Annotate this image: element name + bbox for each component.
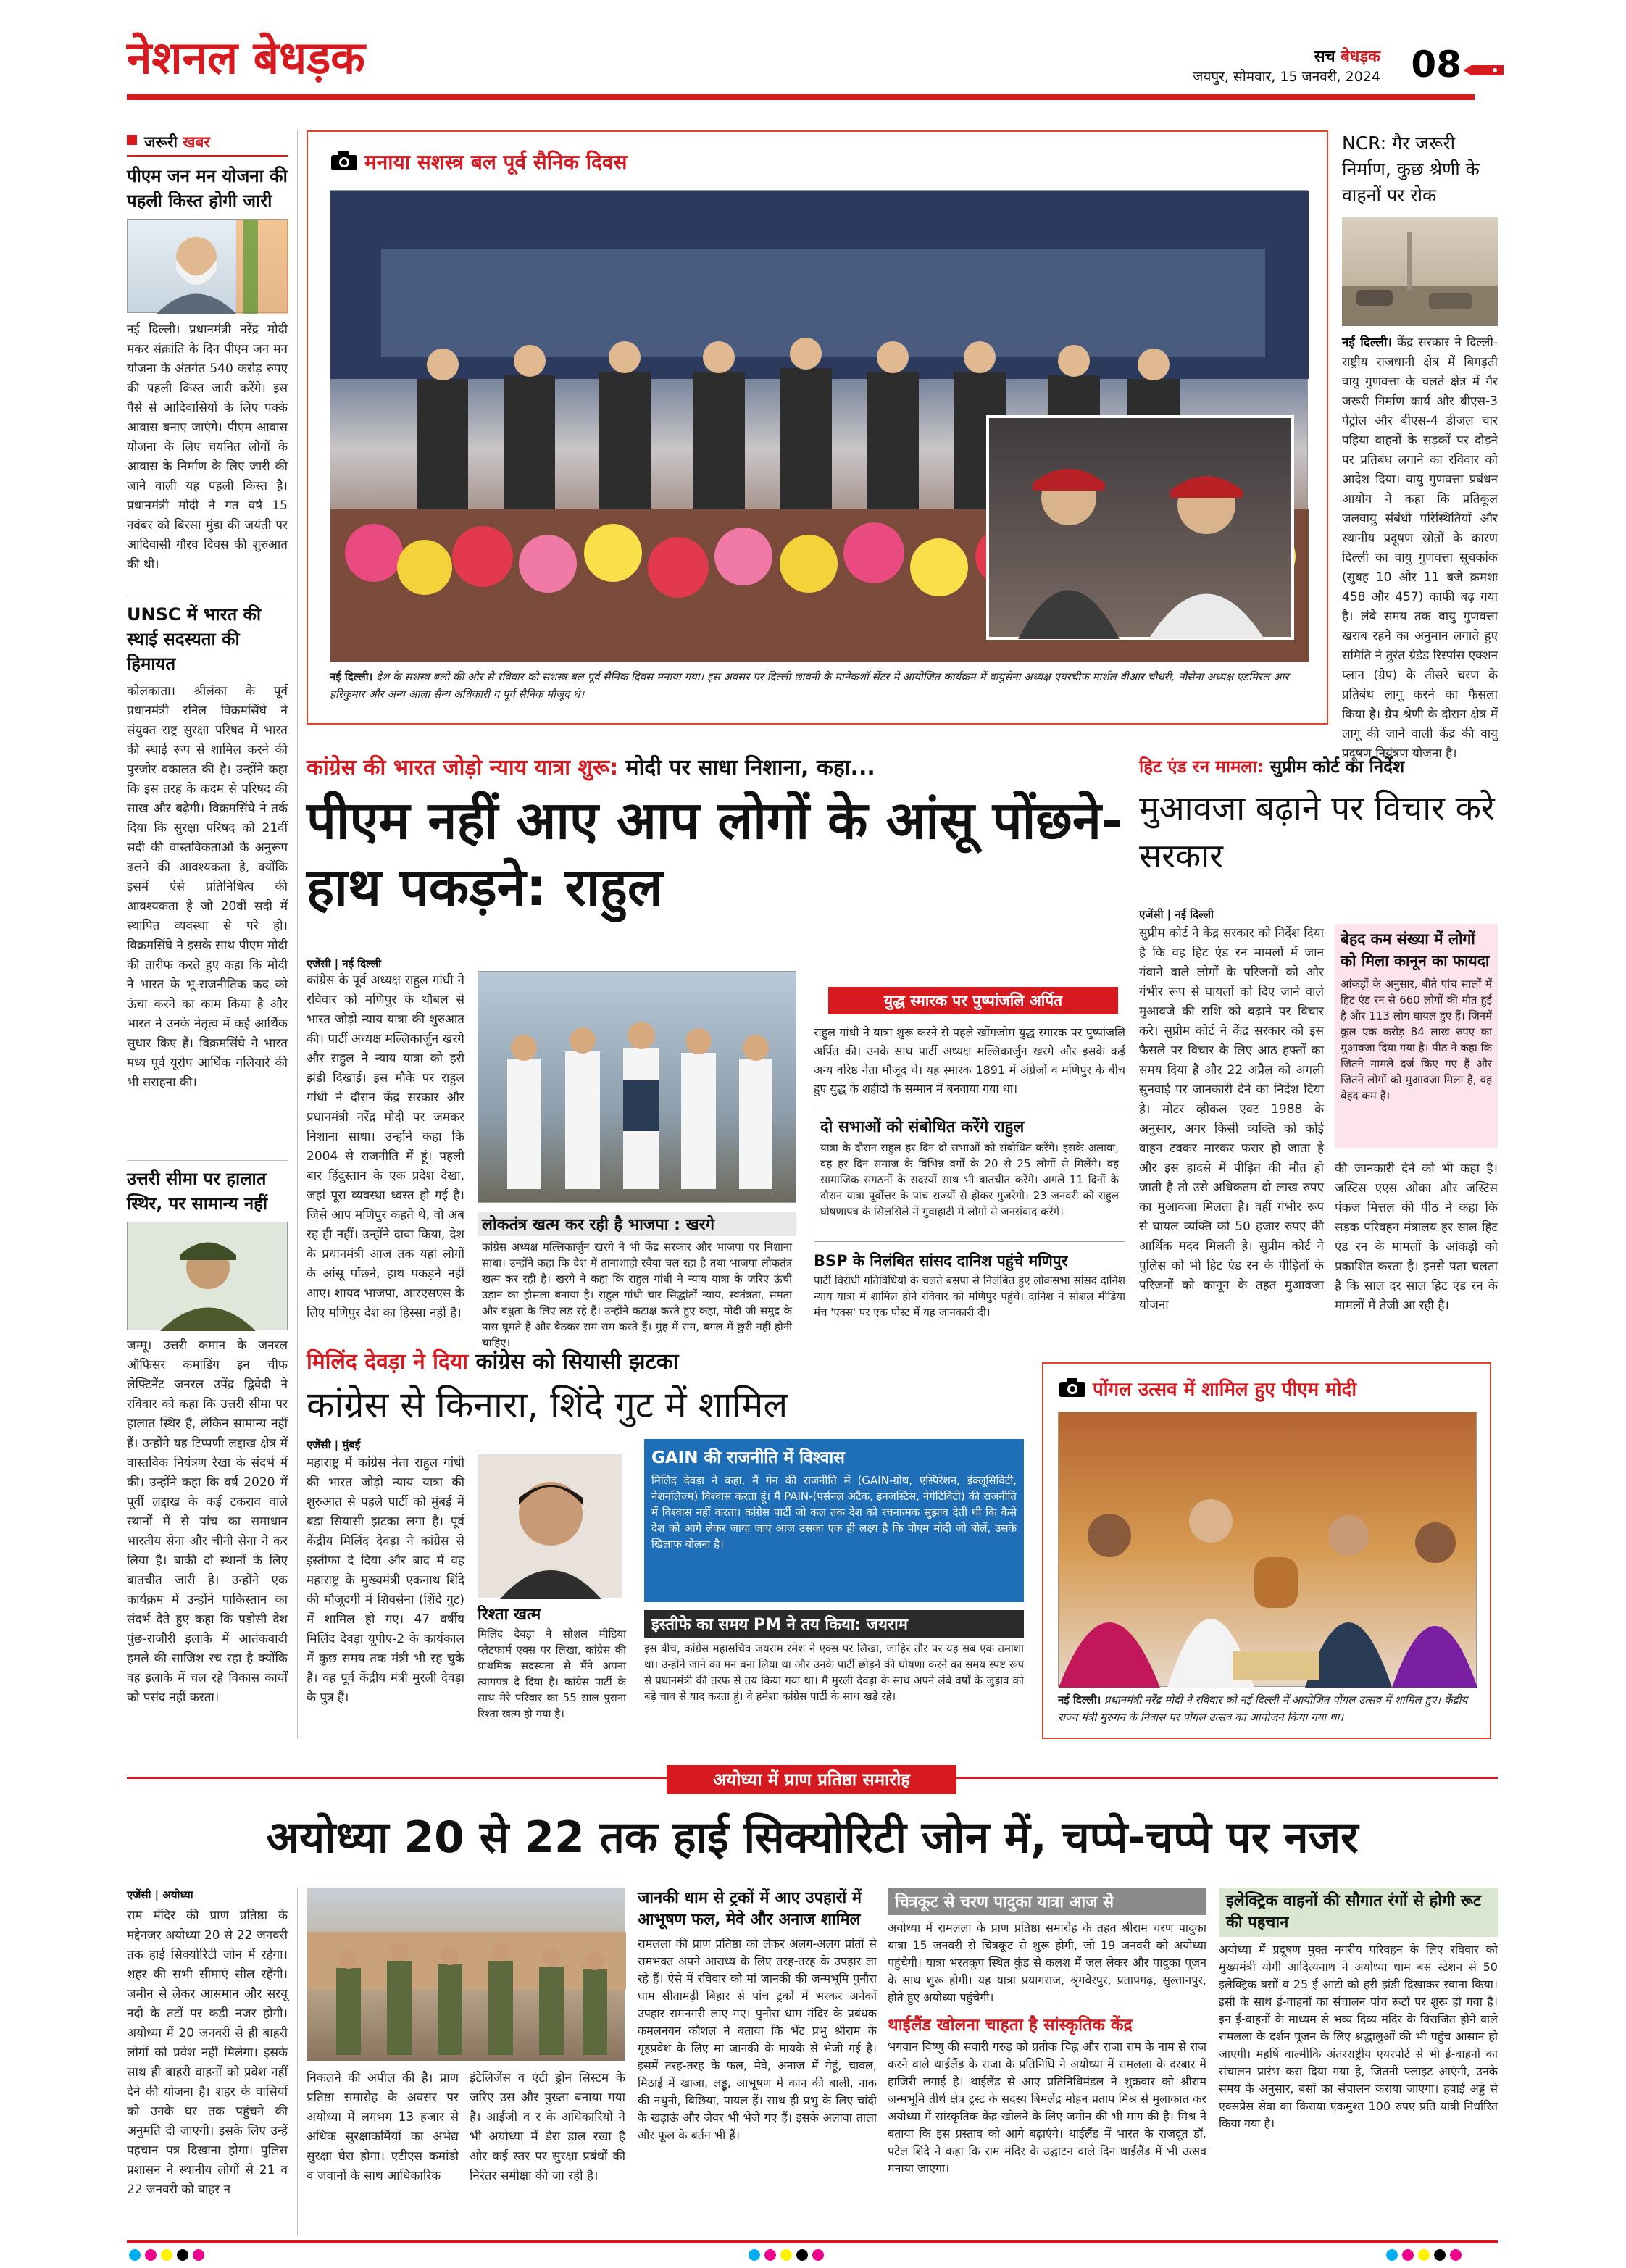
tagline: सच बेधड़क <box>1314 48 1380 66</box>
chitrakoot-story <box>888 1888 1206 2228</box>
sc-stat-body: आंकड़ों के अनुसार, बीते पांच सालों में हिट एंड रन से 660 लोगों की मौत हुई है और 113 लोग घायल हुए हैं। जिनमें कुल एक करोड़ 84 लाख रुपए का मुआवजा दिया गया है। पीठ ने कहा कि जितने मामले दर्ज किए गए हैं और जितने लोगों को मुआवजा मिला है, वह बेहद कम हैं। <box>1341 977 1492 1102</box>
gain-body: मिलिंद देवड़ा ने कहा, मैं गेन की राजनीति में (GAIN-ग्रोथ, एस्पिरेशन, इंक्लूसिविटी, नेशनलिज्म) विश्वास करता हूं। मैं PAIN-(पर्सनल अटैक, इनजस्टिस, नेगेटिविटी) की राजनीति में विश्वास नहीं करता। कांग्रेस पार्टी जो कल तक देश को रचनात्मक सुझाव देती थी कि कैसे देश को आगे लेकर जाया जाए आज उसका एक ही लक्ष्य है कि पीएम मोदी जो बोलें, उसके खिलाफ बोलना है। <box>651 1474 1017 1551</box>
security-forces-scene <box>307 1888 626 2062</box>
gain-head: GAIN की राजनीति में विश्वास <box>651 1448 845 1467</box>
ayodhya-body-3: इंटेलिजेंस व एंटी ड्रोन सिस्टम के जरिए उस और पुख्ता बनाया गया है। आईजी व र के अधिकारियों ने भी अयोध्या में डेरा डाल रखा है और कई स्तर पर सुरक्षा प्रबंधों की निरंतर समीक्षा की जा रही है। <box>470 2071 625 2183</box>
milind-dateline: एजेंसी | मुंबई <box>307 1438 361 1451</box>
footer-rule <box>127 2240 1498 2243</box>
veterans-day-photo-box <box>307 130 1328 725</box>
yatra-crowd-scene <box>478 972 797 1204</box>
rahul-kicker: कांग्रेस की भारत जोड़ो न्याय यात्रा शुरू: मोदी पर साधा निशाना, कहा... <box>307 755 875 780</box>
pongal-main-photo <box>1058 1412 1477 1687</box>
pen-icon <box>1463 64 1504 77</box>
modi-photo <box>127 219 288 313</box>
veterans-main-photo <box>330 190 1308 661</box>
two-rallies-body: यात्रा के दौरान राहुल हर दिन दो सभाओं को संबोधित करेंगे। इसके अलावा, वह हर दिन समाज के विभिन्न वर्गों के 20 से 25 लोगों से मिलेंगे। वह सामाजिक संगठनों के सदस्यों साथ भी बातचीत करेंगे। अगले 11 दिनों के दौरान यात्रा पूर्वोत्तर के पांच राज्यों से होकर गुजरेगी। 23 जनवरी को राहुल घोषणापत्र के सिलसिले में गुवाहाटी में लोगों से जनसंवाद करेंगे। <box>820 1141 1119 1218</box>
war-memorial-banner: युद्ध स्मारक पर पुष्पांजलि अर्पित <box>828 987 1118 1014</box>
sc-body-2: की जानकारी देने को भी कहा है। जस्टिस एएस ओका और जस्टिस पंकज मित्तल की पीठ ने कहा कि सड़क परिवहन मंत्रालय हर साल हिट एंड रन के मामलों के आंकड़ों को प्रकाशित करता है। इनसे पता चलता है कि साल दर साल हिट एंड रन के मामलों में तेजी आ रही है। <box>1335 1162 1498 1313</box>
portrait-icon <box>128 1222 288 1331</box>
s3-headline: उत्तरी सीमा पर हालात स्थिर, पर सामान्य नहीं <box>127 1169 268 1214</box>
photo-label: मनाया सशस्त्र बल पूर्व सैनिक दिवस <box>330 148 627 177</box>
war-memorial-body: राहुल गांधी ने यात्रा शुरू करने से पहले खोंगजोम युद्ध स्मारक पर पुष्पांजलि अर्पित की। उनके साथ पार्टी अध्यक्ष मल्लिकार्जुन खरगे और इसके कई अन्य वरिष्ठ नेता मौजूद थे। यह स्मारक 1891 में अंग्रेजों व मणिपुर के बीच हुए युद्ध के शहीदों के सम्मान में बनवाया गया था। <box>814 1025 1125 1096</box>
pongal-photo-box <box>1042 1362 1491 1739</box>
milind-photo-caption: रिश्ता खत्म <box>478 1606 541 1624</box>
page-number: 08 <box>1411 43 1462 86</box>
jairam-body: इस बीच, कांग्रेस महासचिव जयराम रमेश ने एक्स पर लिखा, जाहिर तौर पर यह सब एक तमाशा था। उन्होंने जाने का मन बना लिया था और उनके पार्टी छोड़ने की घोषणा करने का समय स्पष्ट रूप से प्रधानमंत्री की तरफ से तय किया गया था। मैं मुरली देवड़ा के साथ अपने लंबे वर्षों के जुड़ाव को बड़े चाव से याद करता हूं। वे हमेशा कांग्रेस पार्टी के साथ खड़े रहे। <box>644 1642 1024 1703</box>
two-rallies-head: दो सभाओं को संबोधित करेंगे राहुल <box>820 1118 1025 1136</box>
rahul-headline: पीएम नहीं आए आप लोगों के आंसू पोंछने- हाथ पकड़ने: राहुल <box>307 790 1123 917</box>
color-registration-left <box>127 2249 207 2264</box>
sc-dateline: एजेंसी | नई दिल्ली <box>1139 908 1214 921</box>
janki-body: रामलला की प्राण प्रतिष्ठा को लेकर अलग-अलग प्रांतों से रामभक्त अपने आराध्य के लिए तरह-तरह के उपहार ला रहे हैं। ऐसे में रविवार को मां जानकी की जन्मभूमि पुनौरा धाम सीतामढ़ी बिहार से पांच ट्रकों में भरकर अनेकों उपहार रामनगरी लाए गए। पुनौरा धाम मंदिर के प्रबंधक कमलनयन कौशल ने बताया कि भेंट प्रभु श्रीराम के गृहप्रवेश के लिए मां जानकी के मायके से भेजी गई है। इसमें तरह-तरह के फल, मेवे, अनाज में गेहूं, चावल, मिठाई में खाजा, लड्डू, आभूषण में कान की बाली, नाक की नथुनी, बिछिया, पायल हैं। साथ ही प्रभु के लिए चांदी के खड़ाऊं और जेवर भी भेजे गए हैं। इसके अलावा ताला और फूल के बर्तन भी हैं। <box>638 1937 877 2142</box>
left-column <box>127 130 288 1739</box>
s1-body: नई दिल्ली। प्रधानमंत्री नरेंद्र मोदी मकर संक्रांति के दिन पीएम जन मन योजना के अंतर्गत 540 करोड़ रुपए की पहली किस्त जारी करेंगे। इस पैसे से आदिवासियों के लिए पक्के आवास बनाए जाएंगे। पीएम आवास योजना के लिए चयनित लोगों के आवास के निर्माण के लिए जारी की जाने वाली यह पहली किस्त है। प्रधानमंत्री मोदी ने गत वर्ष 15 नवंबर को बिरसा मुंडा की जयंती पर आदिवासी गौरव दिवस की शुरुआत की थी। <box>127 322 288 572</box>
general-photo <box>127 1222 288 1330</box>
bsp-head: BSP के निलंबित सांसद दानिश पहुंचे मणिपुर <box>814 1252 1068 1270</box>
veterans-caption: नई दिल्ली। देश के सशस्त्र बलों की ओर से रविवार को सशस्त्र बल पूर्व सैनिक दिवस मनाया गया। इस अवसर पर दिल्ली छावनी के मानेकशॉ सेंटर में आयोजित कार्यक्रम में वायुसेना अध्यक्ष एयरचीफ मार्शल वीआर चौधरी, नौसेना अध्यक्ष एडमिरल आर हरिकुमार और अन्य आला सैन्य अधिकारी व पूर्व सैनिक मौजूद थे। <box>330 670 1289 701</box>
section-label: जरूरी खबर <box>127 130 288 157</box>
s3-body: जम्मू। उत्तरी कमान के जनरल ऑफिसर कमांडिंग इन चीफ लेफ्टिनेंट जनरल उपेंद्र द्विवेदी ने रविवार को कहा कि उत्तरी सीमा पर हालात स्थिर हैं, लेकिन सामान्य नहीं हैं। उन्होंने यह टिप्पणी लद्दाख क्षेत्र में वास्तविक नियंत्रण रेखा के संदर्भ में की। उन्होंने कहा कि वर्ष 2020 में पूर्वी लद्दाख के कई टकराव वाले स्थानों में से पांच का समाधान भारतीय सेना और चीनी सेना ने कर लिया है। बाकी दो स्थानों के लिए बातचीत जारी है। उन्होंने एक कार्यक्रम में उन्होंने पाकिस्तान का संदर्भ देते हुए कहा कि पड़ोसी देश पुंछ-राजौरी इलाके में आतंकवादी हमले की साजिश रच रहा है क्योंकि वह इलाके में चल रहे विकास कार्यों को पसंद नहीं करता। <box>127 1338 288 1705</box>
pongal-scene <box>1059 1412 1477 1688</box>
security-photo <box>307 1888 625 2061</box>
sc-stat-box <box>1335 924 1498 1148</box>
ncr-headline: NCR: गैर जरूरी निर्माण, कुछ श्रेणी के वाहनों पर रोक <box>1342 133 1480 206</box>
janki-head: जानकी धाम से ट्रकों में आए उपहारों में आभूषण फल, मेवे और अनाज शामिल <box>638 1889 862 1929</box>
ayodhya-dateline: एजेंसी | अयोध्या <box>127 1888 193 1901</box>
color-registration-right <box>1384 2249 1464 2264</box>
ayodhya-col-1 <box>127 1888 288 2228</box>
sc-kicker: हिट एंड रन मामला: सुप्रीम कोर्ट का निर्देश <box>1139 756 1405 777</box>
masthead-rule <box>127 94 1475 100</box>
milind-body: महाराष्ट्र में कांग्रेस नेता राहुल गांधी की भारत जोड़ो न्याय यात्रा की शुरुआत से पहले पार्टी को मुंबई में बड़ा सियासी झटका लगा है। पूर्व केंद्रीय मिलिंद देवड़ा ने कांग्रेस से इस्तीफा दे दिया और बाद में वह महाराष्ट्र के मुख्यमंत्री एकनाथ शिंदे की मौजूदगी में शिवसेना (शिंदे गुट) में शामिल हो गए। 47 वर्षीय मिलिंद देवड़ा यूपीए-2 के कार्यकाल में कुछ समय तक मंत्री भी रह चुके हैं। वह पूर्व केंद्रीय मंत्री मुरली देवड़ा के पुत्र हैं। <box>307 1456 464 1705</box>
s1-headline: पीएम जन मन योजना की पहली किस्त होगी जारी <box>127 166 288 211</box>
s2-headline: UNSC में भारत की स्थाई सदस्यता की हिमायत <box>127 604 262 674</box>
rahul-body: कांग्रेस के पूर्व अध्यक्ष राहुल गांधी ने रविवार को मणिपुर के थौबल से भारत जोड़ो न्याय यात्रा की शुरुआत की। पार्टी अध्यक्ष मल्लिकार्जुन खरगे और राहुल ने न्याय यात्रा को हरी झंडी दिखाई। इस मौके पर राहुल गांधी ने दौरान केंद्र सरकार और प्रधानमंत्री नरेंद्र मोदी पर जमकर निशाना साधा। उन्होंने कहा कि 2004 से राजनीति में हूं। पहली बार हिंदुस्तान के एक प्रदेश देखा, जहां पूरा व्यवस्था ध्वस्त हो गई है। जिसे आप मणिपुर कहते थे, वो अब रह ही नहीं। उन्होंने दावा किया, देश के प्रधानमंत्री आज तक यहां लोगों के आंसू पोंछने, हाथ पकड़ने नहीं आए। शायद भाजपा, आरएसएस के लिए मणिपुर देश का हिस्सा नहीं है। <box>307 973 464 1320</box>
rahul-story <box>307 754 1125 1349</box>
dateline: जयपुर, सोमवार, 15 जनवरी, 2024 <box>1193 69 1380 85</box>
masthead <box>127 29 1504 101</box>
selfie-inset-photo <box>986 415 1294 640</box>
milind-headline: कांग्रेस से किनारा, शिंदे गुट में शामिल <box>307 1384 788 1426</box>
bsp-body: पार्टी विरोधी गतिविधियों के चलते बसपा से निलंबित हुए लोकसभा सांसद दानिश न्याय यात्रा में शामिल होने रविवार को मणिपुर पहुंचे। दानिश ने सोशल मीडिया मंच 'एक्स' पर एक पोस्ट में यह जानकारी दी। <box>814 1274 1125 1319</box>
camera-icon <box>330 150 359 177</box>
rahul-dateline: एजेंसी | नई दिल्ली <box>307 957 381 970</box>
camera-icon <box>1058 1377 1087 1404</box>
milind-story <box>307 1348 1031 1754</box>
ayodhya-body-1: राम मंदिर की प्राण प्रतिष्ठा के मद्देनजर अयोध्या 20 से 22 जनवरी तक हाई सिक्योरिटी जोन में रहेगा। शहर की सभी सीमाएं सील रहेंगी। जमीन से लेकर आसमान और सरयू नदी के तटों पर कड़ी नजर होगी। अयोध्या में 20 जनवरी से ही बाहरी लोगों को प्रवेश नहीं मिलेगा। इसके साथ ही बाहरी वाहनों को प्रवेश नहीं देने की योजना है। शहर के वासियों को उनके घर तक पहुंचने की अनुमति दी जाएगी। इसके लिए उन्हें पहचान पत्र दिखाना होगा। पुलिस प्रशासन ने स्थानीय लोगों से 21 व 22 जनवरी को बाहर न <box>127 1909 288 2197</box>
sc-stat-head: बेहद कम संख्या में लोगों को मिला कानून का फायदा <box>1341 930 1490 970</box>
sc-headline: मुआवजा बढ़ाने पर विचार करे सरकार <box>1139 788 1495 875</box>
milind-photo-text: मिलिंद देवड़ा ने सोशल मीडिया प्लेटफार्म एक्स पर लिखा, कांग्रेस की प्राथमिक सदस्यता से मैंने अपना त्यागपत्र दे दिया है। कांग्रेस पार्टी के साथ मेरे परिवार का 55 साल पुराना रिश्ता खत्म हो गया है। <box>478 1627 626 1720</box>
milind-photo <box>478 1454 622 1598</box>
kharge-head: लोकतंत्र खत्म कर रही है भाजपा : खरगे <box>478 1212 796 1236</box>
ncr-body: नई दिल्ली। केंद्र सरकार ने दिल्ली-राष्ट्रीय राजधानी क्षेत्र में बिगड़ती वायु गुणवत्ता के चलते क्षेत्र में गैर जरूरी निर्माण कार्य और बीएस-3 पेट्रोल और बीएस-4 डीजल चार पहिया वाहनों के सड़कों पर दौड़ने पर प्रतिबंध लगाने का रविवार को आदेश दिया। वायु गुणवत्ता प्रबंधन आयोग ने कहा कि प्रतिकूल जलवायु संबंधी परिस्थितियों और स्थानीय प्रदूषण स्रोतों के कारण दिल्ली का वायु गुणवत्ता सूचकांक (सुबह 10 और 11 बजे क्रमशः 458 और 457) काफी बढ़ गया है। लंबे समय तक वायु गुणवत्ता खराब रहने का अनुमान लगाते हुए समिति ने तुरंत ग्रेडेड रिस्पांस एक्शन प्लान (ग्रैप) के तीसरे चरण के प्रतिबंध लागू करने का फैसला किया है। ग्रैप श्रेणी के दौरान क्षेत्र में लागू की जाने वाली केंद्र की वायु प्रदूषण नियंत्रण योजना है। <box>1342 335 1498 761</box>
smog-scene <box>1342 217 1498 326</box>
portrait-icon <box>478 1454 623 1599</box>
s2-body: कोलकाता। श्रीलंका के पूर्व प्रधानमंत्री रनिल विक्रमसिंघे ने संयुक्त राष्ट्र सुरक्षा परिषद में भारत की स्थाई रूप से शामिल करने की पुरजोर वकालत की है। उन्होंने कहा कि इस तरह के कदम से परिषद की साख और बढ़ेगी। विक्रमसिंघे ने तर्क दिया कि सुरक्षा परिषद को 21वीं सदी की वास्तविकताओं के अनुरूप ढलने की आवश्यकता है, क्योंकि इसमें ऐसे प्रतिनिधित्व की आवश्यकता है जो 20वीं सदी में स्थापित व्यवस्था से परे हो। विक्रमसिंघे ने इसके साथ पीएम मोदी की तारीफ करते हुए कहा कि मोदी ने भारत के भू-राजनीतिक कद को ऊंचा करने का काम किया है और भारत ने उनके नेतृत्व में कई आर्थिक सुधार किए हैं। विक्रमसिंघे ने भारत मध्य पूर्व यूरोप आर्थिक गलियारे की भी सराहना की। <box>127 684 288 1090</box>
ev-head: इलेक्ट्रिक वाहनों की सौगात रंगों से होगी रूट की पहचान <box>1219 1888 1498 1937</box>
ev-body: अयोध्या में प्रदूषण मुक्त नगरीय परिवहन के लिए रविवार को मुख्यमंत्री योगी आदित्यनाथ ने अयोध्या धाम बस स्टेशन से 50 इलेक्ट्रिक बसों व 25 ई आटो को हरी झंडी दिखाकर रवाना किया। इसी के साथ ई-वाहनों का संचालन पांच रूटों पर शुरू हो गया है। इन ई-वाहनों के माध्यम से भव्य दिव्य मंदिर के विराजित होने वाले रामलला के दर्शन पूजन के लिए श्रद्धालुओं की भी पहुंच आसान हो जाएगी। महर्षि वाल्मीकि अंतरराष्ट्रीय एयरपोर्ट से भी ई-वाहनों का संचालन प्रारंभ करा दिया गया है, जितनी फ्लाइट आएंगी, उनके समय के अनुसार, बसों का संचालन कराया जाएगा। हवाई अड्डे से एक्सप्रेस सेवा का किराया एकमुश्त 100 रुपए प्रति यात्री निर्धारित किया गया है। <box>1219 1943 1498 2130</box>
portrait-icon <box>128 220 288 314</box>
kharge-inset <box>478 1212 796 1349</box>
milind-kicker: मिलिंद देवड़ा ने दिया कांग्रेस को सियासी झटका <box>307 1349 679 1375</box>
kharge-body: कांग्रेस अध्यक्ष मल्लिकार्जुन खरगे ने भी केंद्र सरकार और भाजपा पर निशाना साधा। उन्होंने कहा कि देश में तानाशाही रवैया चल रहा है तथा भाजपा लोकतंत्र खत्म कर रही है। खरगे ने कहा कि राहुल गांधी ने न्याय यात्रा के जरिए ऊंची उड़ान का हौसला बनाया है। राहुल गांधी चार सिद्धांतों न्याय, स्वतंत्रता, समता और बंधुता के लिए लड़ रहे हैं। उन्होंने कटाक्ष करते हुए कहा, मोदी जी समुद्र के पास घूमते हैं और बैठकर राम राम करते हैं। मुंह में राम, बगल में छुरी नहीं होनी चाहिए। <box>482 1241 792 1349</box>
ayodhya-banner: अयोध्या में प्राण प्रतिष्ठा समारोह <box>667 1765 956 1794</box>
gain-box <box>644 1439 1024 1602</box>
color-registration-center <box>746 2249 826 2264</box>
chitrakoot-body: अयोध्या में रामलला के प्राण प्रतिष्ठा समारोह के तहत श्रीराम चरण पादुका यात्रा 15 जनवरी से चित्रकूट से शुरू होगी, जो 19 जनवरी को अयोध्या पहुंचेगी। यात्रा भरतकूप स्थित कुंड से कलश में जल लेकर और पादुका पूजन के साथ शुरू होगी। यह यात्रा प्रयागराज, श्रृंगवेरपुर, प्रतापगढ़, सुल्तानपुर, होते हुए अयोध्या पहुंचेगी। <box>888 1921 1206 2004</box>
ev-story <box>1219 1888 1498 2228</box>
ayodhya-headline: अयोध्या 20 से 22 तक हाई सिक्योरिटी जोन में, चप्पे-चप्पे पर नजर <box>266 1812 1359 1863</box>
smog-photo <box>1342 217 1498 326</box>
jairam-head: इस्तीफे का समय PM ने तय किया: जयराम <box>644 1610 1024 1638</box>
brand-title: नेशनल बेधड़क <box>127 31 365 84</box>
pongal-label: पोंगल उत्सव में शामिल हुए पीएम मोदी <box>1058 1375 1356 1404</box>
ncr-story <box>1342 130 1498 761</box>
thailand-body: भगवान विष्णु की सवारी गरुड़ को प्रतीक चिह्न और राजा राम के नाम से राज करने वाले थाईलैंड के राजा के प्रतिनिधि ने अयोध्या में रामलला के दरबार में हाजिरी लगाई है। थाईलैंड से आए प्रतिनिधिमंडल ने शुक्रवार को श्रीराम जन्मभूमि तीर्थ क्षेत्र ट्रस्ट के सदस्य बिमलेंद्र मोहन प्रताप मिश्र से मुलाकात कर अयोध्या में सांस्कृतिक केंद्र खोलने के लिए जमीन की भी मांग की है। मिश्र ने बताया कि इस प्रस्ताव को आगे बढ़ाएंगे। थाईलैंड में भारत के राजदूत डॉ. पटेल शिंदे ने कहा कि राम मंदिर के उद्घाटन वाले दिन थाईलैंड में भी उत्सव मनाया जाएगा। <box>888 2040 1206 2175</box>
veterans-selfie-scene <box>989 418 1293 639</box>
rahul-yatra-photo <box>478 971 796 1203</box>
janki-story <box>638 1888 877 2228</box>
thailand-head: थाईलैंड खोलना चाहता है सांस्कृतिक केंद्र <box>888 2016 1133 2035</box>
chitrakoot-head: चित्रकूट से चरण पादुका यात्रा आज से <box>888 1888 1206 1915</box>
sc-body-1: सुप्रीम कोर्ट ने केंद्र सरकार को निर्देश दिया है कि वह हिट एंड रन मामलों में जान गंवाने वाले लोगों के परिजनों को और गंभीर रूप से घायलों को दिए जाने वाले मुआवजे की राशि को बढ़ाने पर विचार करे। सुप्रीम कोर्ट ने केंद्र सरकार को इस फैसले पर विचार के लिए आठ हफ्तों का समय दिया है और 22 अप्रैल को अगली सुनवाई पर जानकारी देने का निर्देश दिया है। मोटर व्हीकल एक्ट 1988 के अनुसार, अगर किसी व्यक्ति को कोई वाहन टक्कर मारकर फरार हो जाता है और इस हादसे में पीड़ित की मौत हो जाती है तो उसे अधिकतम दो लाख रुपए का मुआवजा मिलता है। वहीं गंभीर रूप से घायल व्यक्ति को 50 हजार रुपए की आर्थिक मदद मिलती है। सुप्रीम कोर्ट ने पुलिस को भी हिट एंड रन के पीड़ितों के परिजनों को कानून के तहत मुआवजा योजना <box>1139 926 1324 1312</box>
ayodhya-body-2: निकलने की अपील की है। प्राण प्रतिष्ठा समारोह के अवसर पर अयोध्या में लगभग 13 हजार से अधिक सुरक्षाकर्मियों का अभेद्य सुरक्षा घेरा होगा। एटीएस कमांडो व जवानों के साथ आधिकारिक <box>307 2071 459 2183</box>
two-rallies-box <box>814 1112 1125 1242</box>
sc-story <box>1139 754 1498 1355</box>
pongal-caption: नई दिल्ली। प्रधानमंत्री नरेंद्र मोदी ने रविवार को नई दिल्ली में आयोजित पोंगल उत्सव में शामिल हुए। केंद्रीय राज्य मंत्री मुरुगन के निवास पर पोंगल उत्सव का आयोजन किया गया था। <box>1058 1693 1468 1724</box>
